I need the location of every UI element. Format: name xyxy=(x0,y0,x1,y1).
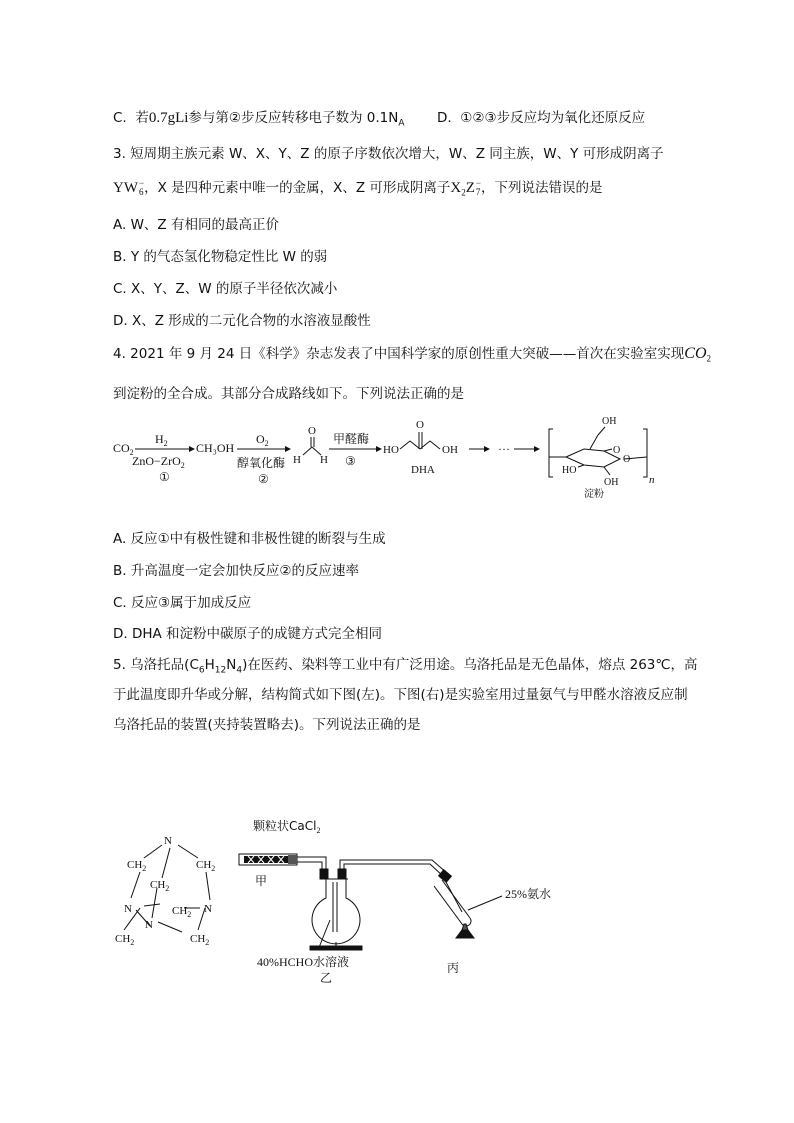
q4-option-a: A. 反应①中有极性键和非极性键的断裂与生成 xyxy=(113,531,386,547)
q5-stem-line3: 乌洛托品的装置(夹持装置略去)。下列说法正确的是 xyxy=(113,717,421,733)
svg-text:HO: HO xyxy=(383,444,399,456)
svg-text:N: N xyxy=(204,903,212,915)
q4-option-c: C. 反应③属于加成反应 xyxy=(113,595,252,611)
svg-text:②: ② xyxy=(258,472,269,486)
svg-text:①: ① xyxy=(159,470,170,484)
svg-text:H2: $H_2$ xyxy=(155,432,168,448)
q3-stem-line2: YW − 6 ，X 是四种元素中唯一的金属，X、Z 可形成阴离子$X_2Z$ − 7 ，下列说法错误的是 xyxy=(113,178,603,198)
scheme-co2: $CO_2$ xyxy=(113,441,134,457)
svg-text:N: N xyxy=(124,903,132,915)
svg-text:OH: OH xyxy=(604,477,619,488)
svg-text:O: O xyxy=(416,419,424,431)
urotropine-structure xyxy=(115,835,215,947)
scheme-dha xyxy=(383,419,458,476)
scheme-methanol: CH₃OH xyxy=(196,441,235,455)
svg-text:O: O xyxy=(308,425,316,437)
svg-text:CH2: $CH_2$ xyxy=(172,905,192,919)
label-yi: 乙 xyxy=(320,971,333,985)
q3-option-a: A. W、Z 有相同的最高正价 xyxy=(113,217,279,233)
svg-text:CH2: $CH_2$ xyxy=(196,859,216,873)
svg-text:淀粉: 淀粉 xyxy=(584,489,604,500)
q4-option-b: B. 升高温度一定会加快反应②的反应速率 xyxy=(113,563,359,579)
scheme-formaldehyde xyxy=(293,425,328,466)
q3-option-b: B. Y 的气态氢化物稳定性比 W 的弱 xyxy=(113,249,328,265)
label-bing: 丙 xyxy=(447,961,460,975)
svg-text:OH: OH xyxy=(602,416,617,427)
svg-text:H: H xyxy=(293,454,301,466)
q5-figure xyxy=(0,800,794,1000)
label-hcho: 40%HCHO水溶液 xyxy=(257,955,349,969)
q4-stem-line2: 到淀粉的全合成。其部分合成路线如下。下列说法正确的是 xyxy=(113,386,464,402)
option-letter: C. xyxy=(113,110,127,126)
svg-text:HO: HO xyxy=(562,465,577,476)
svg-text:N: N xyxy=(164,835,172,847)
label-jia: 甲 xyxy=(255,874,268,888)
q2-option-c: C. 若0.7gLi参与第②步反应转移电子数为 $0.1N_A$ xyxy=(113,110,405,129)
svg-text:O2: $O_2$ xyxy=(256,432,269,448)
label-ammonia: 25%氨水 xyxy=(505,887,551,901)
q5-stem-line2: 于此温度即升华或分解，结构简式如下图(左)。下图(右)是实验室用过量氨气与甲醛水溶液反应制 xyxy=(113,687,688,703)
svg-text:CH2: $CH_2$ xyxy=(115,933,135,947)
svg-text:N: N xyxy=(145,919,153,931)
svg-text:醇氧化酶: 醇氧化酶 xyxy=(237,456,286,470)
q3-stem-line1: 3. 短周期主族元素 W、X、Y、Z 的原子序数依次增大，W、Z 同主族，W、Y 可形成阴离子 xyxy=(113,146,664,162)
apparatus xyxy=(239,818,551,985)
q2-option-d: D. ①②③步反应均为氧化还原反应 xyxy=(437,110,646,126)
svg-text:CH2: $CH_2$ xyxy=(150,879,170,893)
svg-text:DHA: DHA xyxy=(411,464,435,476)
q4-synthesis-scheme xyxy=(0,405,794,515)
q3-option-d: D. X、Z 形成的二元化合物的水溶液显酸性 xyxy=(113,313,371,329)
q4-stem-line1: 4. 2021 年 9 月 24 日《科学》杂志发表了中国科学家的原创性重大突破——首次在实验室实现$CO_2$ xyxy=(113,345,711,364)
svg-text:O: O xyxy=(613,445,621,456)
svg-text:H: H xyxy=(320,454,328,466)
q4-option-d: D. DHA 和淀粉中碳原子的成键方式完全相同 xyxy=(113,626,383,642)
svg-text:甲醛酶: 甲醛酶 xyxy=(333,432,370,446)
q5-stem-line1: 5. 乌洛托品$(C_6H_{12}N_4)$在医药、染料等工业中有广泛用途。乌洛托品是无色晶体，熔点 263℃，高 xyxy=(113,657,698,676)
q3-option-c: C. X、Y、Z、W 的原子半径依次减小 xyxy=(113,281,338,297)
svg-text:O: O xyxy=(623,454,631,465)
drying-tube xyxy=(239,854,297,865)
svg-text:···: ··· xyxy=(498,442,510,456)
svg-text:n: n xyxy=(649,474,655,486)
svg-text:CH2: $CH_2$ xyxy=(127,859,147,873)
svg-text:③: ③ xyxy=(345,454,356,468)
cacl2-label: 颗粒状CaCl$_2$ xyxy=(253,819,321,835)
scheme-catalyst-1: ZnO−ZrO$_2$ xyxy=(132,454,185,470)
svg-text:OH: OH xyxy=(442,444,458,456)
svg-text:CH2: $CH_2$ xyxy=(190,933,210,947)
